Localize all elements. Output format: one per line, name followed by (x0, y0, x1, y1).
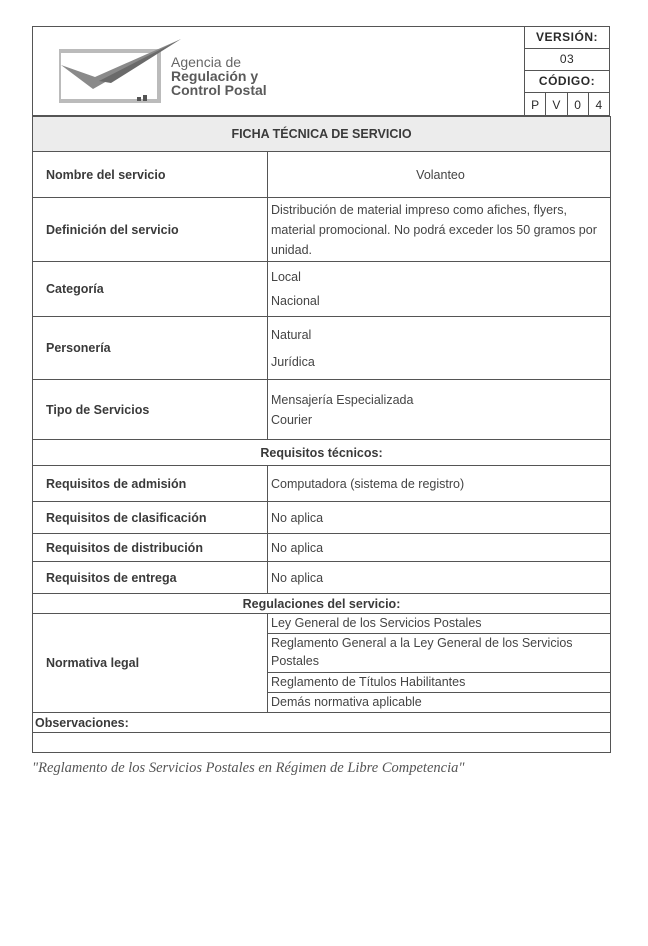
personeria-natural: Natural (271, 327, 312, 342)
agency-name (171, 55, 267, 97)
personeria-values (268, 317, 611, 380)
categoria-nacional: Nacional (271, 294, 320, 308)
admision-label: Requisitos de admisión (33, 466, 268, 502)
tipo-values (268, 380, 611, 440)
personeria-label: Personería (33, 317, 268, 380)
normativa-list (268, 614, 611, 713)
categoria-label: Categoría (33, 262, 268, 317)
code-char: P (525, 93, 546, 117)
observaciones-value (33, 733, 611, 753)
logo-line-2: Regulación y (171, 68, 259, 84)
distribucion-value: No aplica (268, 534, 611, 562)
version-value: 03 (525, 49, 609, 71)
observaciones-label: Observaciones: (33, 713, 611, 733)
code-char: 0 (568, 93, 589, 117)
requisitos-heading: Requisitos técnicos: (33, 440, 611, 466)
code-char: V (546, 93, 567, 117)
document-header (32, 26, 610, 116)
table-row (33, 152, 611, 198)
table-row (33, 614, 611, 713)
code-label: CÓDIGO: (525, 71, 609, 93)
table-row (33, 466, 611, 502)
normativa-item: Reglamento de Títulos Habilitantes (268, 673, 610, 693)
table-row (33, 534, 611, 562)
service-table (32, 116, 611, 753)
version-label: VERSIÓN: (525, 27, 609, 49)
admision-value: Computadora (sistema de registro) (268, 466, 611, 502)
clasificacion-value: No aplica (268, 502, 611, 534)
footer-quote: "Reglamento de los Servicios Postales en Régimen de Libre Competencia" (32, 760, 465, 776)
table-row (33, 262, 611, 317)
distribucion-label: Requisitos de distribución (33, 534, 268, 562)
table-row (33, 198, 611, 262)
normativa-label: Normativa legal (33, 614, 268, 713)
logo-line-3: Control Postal (171, 82, 267, 98)
categoria-local: Local (271, 270, 301, 284)
definicion-value: Distribución de material impreso como afiches, flyers, material promocional. No podrá exceder los 50 gramos por unidad. (268, 198, 611, 262)
version-box (524, 27, 609, 115)
entrega-value: No aplica (268, 562, 611, 594)
personeria-juridica: Jurídica (271, 354, 315, 369)
table-row (33, 502, 611, 534)
table-row (33, 380, 611, 440)
table-row (33, 562, 611, 594)
normativa-item: Reglamento General a la Ley General de los Servicios Postales (268, 634, 610, 673)
logo-line-1: Agencia de (171, 54, 242, 70)
regulaciones-heading: Regulaciones del servicio: (33, 594, 611, 614)
definicion-label: Definición del servicio (33, 198, 268, 262)
sheet-title: FICHA TÉCNICA DE SERVICIO (33, 117, 611, 152)
categoria-values (268, 262, 611, 317)
code-cells (525, 93, 609, 117)
code-char: 4 (595, 98, 603, 112)
table-row (33, 317, 611, 380)
tipo-courier: Courier (271, 412, 312, 427)
clasificacion-label: Requisitos de clasificación (33, 502, 268, 534)
normativa-item: Demás normativa aplicable (271, 695, 422, 709)
nombre-value: Volanteo (268, 152, 611, 198)
tipo-label: Tipo de Servicios (33, 380, 268, 440)
nombre-label: Nombre del servicio (33, 152, 268, 198)
tipo-mensajeria: Mensajería Especializada (271, 392, 414, 407)
entrega-label: Requisitos de entrega (33, 562, 268, 594)
service-sheet (32, 26, 610, 753)
normativa-item: Ley General de los Servicios Postales (268, 614, 610, 634)
